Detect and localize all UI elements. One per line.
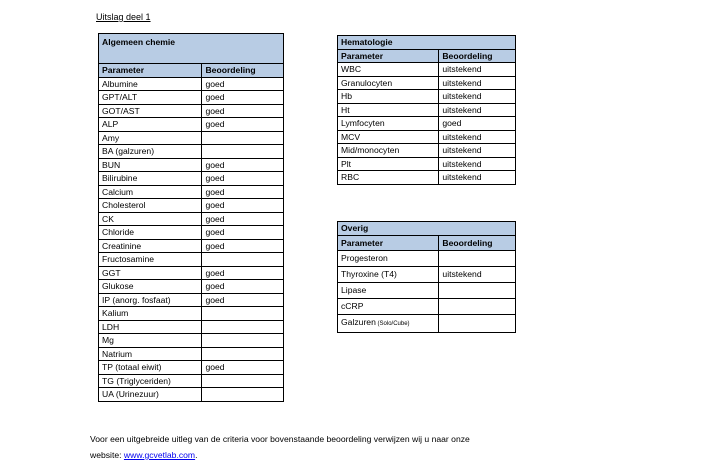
parameter-note: (Solo/Cube) bbox=[375, 321, 410, 327]
beoordeling-cell: uitstekend bbox=[439, 103, 516, 117]
parameter-cell: Bilirubine bbox=[99, 172, 202, 186]
beoordeling-cell: uitstekend bbox=[439, 63, 516, 77]
table-row bbox=[99, 266, 284, 280]
parameter-cell: Albumine bbox=[99, 77, 202, 91]
parameter-cell: BA (galzuren) bbox=[99, 145, 202, 159]
beoordeling-cell bbox=[202, 145, 284, 159]
footer-website-prefix: website: bbox=[90, 450, 124, 460]
hematologie-table bbox=[337, 35, 516, 185]
table-row bbox=[99, 91, 284, 105]
table-row bbox=[99, 388, 284, 402]
parameter-cell: BUN bbox=[99, 158, 202, 172]
table-row bbox=[99, 145, 284, 159]
table-row bbox=[338, 171, 516, 185]
beoordeling-cell: uitstekend bbox=[439, 157, 516, 171]
table-row bbox=[338, 117, 516, 131]
chemie-body bbox=[99, 34, 284, 402]
beoordeling-cell bbox=[202, 388, 284, 402]
hema-col-parameter: Parameter bbox=[338, 49, 439, 63]
parameter-cell: GGT bbox=[99, 266, 202, 280]
parameter-cell: Granulocyten bbox=[338, 76, 439, 90]
table-row bbox=[99, 374, 284, 388]
footer-line-1: Voor een uitgebreide uitleg van de criteria voor bovenstaande beoordeling verwijzen wij u naar onze bbox=[90, 434, 470, 444]
parameter-cell: Creatinine bbox=[99, 239, 202, 253]
parameter-cell: Lymfocyten bbox=[338, 117, 439, 131]
table-row bbox=[99, 185, 284, 199]
parameter-cell: Fructosamine bbox=[99, 253, 202, 267]
beoordeling-cell: goed bbox=[202, 226, 284, 240]
table-row bbox=[99, 131, 284, 145]
parameter-cell: UA (Urinezuur) bbox=[99, 388, 202, 402]
beoordeling-cell: goed bbox=[202, 239, 284, 253]
table-row bbox=[338, 103, 516, 117]
table-row bbox=[338, 267, 516, 283]
parameter-cell: Ht bbox=[338, 103, 439, 117]
parameter-cell: Chloride bbox=[99, 226, 202, 240]
table-row bbox=[338, 130, 516, 144]
parameter-cell: TP (totaal eiwit) bbox=[99, 361, 202, 375]
parameter-cell: cCRP bbox=[338, 299, 439, 315]
table-row bbox=[99, 239, 284, 253]
overig-body bbox=[338, 222, 516, 333]
beoordeling-cell bbox=[439, 299, 516, 315]
parameter-cell: ALP bbox=[99, 118, 202, 132]
parameter-cell: Galzuren (Solo/Cube) bbox=[338, 315, 439, 333]
website-link[interactable]: www.gcvetlab.com bbox=[123, 450, 196, 460]
parameter-cell: MCV bbox=[338, 130, 439, 144]
overig-col-parameter: Parameter bbox=[338, 236, 439, 251]
table-row bbox=[338, 299, 516, 315]
parameter-cell: Progesteron bbox=[338, 251, 439, 267]
table-row bbox=[99, 212, 284, 226]
footer-note bbox=[90, 431, 570, 463]
chemie-col-parameter: Parameter bbox=[99, 64, 202, 78]
parameter-cell: Lipase bbox=[338, 283, 439, 299]
beoordeling-cell bbox=[439, 283, 516, 299]
algemeen-chemie-table bbox=[98, 33, 284, 402]
beoordeling-cell: goed bbox=[202, 212, 284, 226]
beoordeling-cell bbox=[202, 347, 284, 361]
table-row bbox=[99, 334, 284, 348]
parameter-cell: CK bbox=[99, 212, 202, 226]
beoordeling-cell: goed bbox=[202, 118, 284, 132]
parameter-cell: Thyroxine (T4) bbox=[338, 267, 439, 283]
parameter-cell: Mid/monocyten bbox=[338, 144, 439, 158]
table-row bbox=[99, 118, 284, 132]
parameter-cell: Plt bbox=[338, 157, 439, 171]
beoordeling-cell bbox=[202, 131, 284, 145]
parameter-cell: WBC bbox=[338, 63, 439, 77]
table-row bbox=[99, 172, 284, 186]
beoordeling-cell: goed bbox=[202, 361, 284, 375]
parameter-cell: Cholesterol bbox=[99, 199, 202, 213]
table-row bbox=[99, 226, 284, 240]
table-row bbox=[338, 283, 516, 299]
table-row bbox=[338, 315, 516, 333]
overig-table bbox=[337, 221, 516, 333]
table-row bbox=[99, 77, 284, 91]
table-row bbox=[338, 90, 516, 104]
beoordeling-cell bbox=[202, 307, 284, 321]
table-row bbox=[338, 63, 516, 77]
beoordeling-cell bbox=[439, 251, 516, 267]
overig-section-title: Overig bbox=[338, 222, 516, 236]
beoordeling-cell: goed bbox=[439, 117, 516, 131]
hema-body bbox=[338, 36, 516, 185]
beoordeling-cell: goed bbox=[202, 172, 284, 186]
parameter-cell: IP (anorg. fosfaat) bbox=[99, 293, 202, 307]
chemie-col-beoordeling: Beoordeling bbox=[202, 64, 284, 78]
parameter-cell: Kalium bbox=[99, 307, 202, 321]
table-row bbox=[99, 320, 284, 334]
beoordeling-cell: goed bbox=[202, 91, 284, 105]
parameter-cell: GPT/ALT bbox=[99, 91, 202, 105]
table-row bbox=[99, 280, 284, 294]
table-row bbox=[99, 104, 284, 118]
parameter-cell: LDH bbox=[99, 320, 202, 334]
table-row bbox=[338, 157, 516, 171]
table-row bbox=[99, 253, 284, 267]
hema-section-title: Hematologie bbox=[338, 36, 516, 50]
beoordeling-cell: uitstekend bbox=[439, 144, 516, 158]
table-row bbox=[338, 76, 516, 90]
parameter-cell: Calcium bbox=[99, 185, 202, 199]
table-row bbox=[99, 199, 284, 213]
beoordeling-cell: uitstekend bbox=[439, 76, 516, 90]
table-row bbox=[99, 307, 284, 321]
parameter-cell: Natrium bbox=[99, 347, 202, 361]
beoordeling-cell: goed bbox=[202, 293, 284, 307]
beoordeling-cell: uitstekend bbox=[439, 267, 516, 283]
beoordeling-cell bbox=[202, 320, 284, 334]
beoordeling-cell: goed bbox=[202, 199, 284, 213]
parameter-cell: Amy bbox=[99, 131, 202, 145]
beoordeling-cell: uitstekend bbox=[439, 171, 516, 185]
footer-line-2 bbox=[90, 447, 570, 463]
beoordeling-cell: goed bbox=[202, 104, 284, 118]
parameter-cell: RBC bbox=[338, 171, 439, 185]
beoordeling-cell: goed bbox=[202, 280, 284, 294]
table-row bbox=[99, 158, 284, 172]
parameter-cell: GOT/AST bbox=[99, 104, 202, 118]
beoordeling-cell bbox=[439, 315, 516, 333]
beoordeling-cell: uitstekend bbox=[439, 90, 516, 104]
hema-col-beoordeling: Beoordeling bbox=[439, 49, 516, 63]
parameter-cell: Glukose bbox=[99, 280, 202, 294]
footer-suffix: . bbox=[195, 450, 198, 460]
beoordeling-cell bbox=[202, 334, 284, 348]
beoordeling-cell bbox=[202, 253, 284, 267]
beoordeling-cell bbox=[202, 374, 284, 388]
beoordeling-cell: goed bbox=[202, 158, 284, 172]
table-row bbox=[99, 347, 284, 361]
table-row bbox=[338, 144, 516, 158]
beoordeling-cell: goed bbox=[202, 185, 284, 199]
table-row bbox=[99, 361, 284, 375]
parameter-cell: Mg bbox=[99, 334, 202, 348]
chemie-section-title: Algemeen chemie bbox=[99, 34, 284, 64]
table-row bbox=[99, 293, 284, 307]
parameter-cell: Hb bbox=[338, 90, 439, 104]
beoordeling-cell: goed bbox=[202, 266, 284, 280]
parameter-cell: TG (Triglyceriden) bbox=[99, 374, 202, 388]
document-title: Uitslag deel 1 bbox=[96, 12, 151, 22]
overig-col-beoordeling: Beoordeling bbox=[439, 236, 516, 251]
beoordeling-cell: uitstekend bbox=[439, 130, 516, 144]
beoordeling-cell: goed bbox=[202, 77, 284, 91]
table-row bbox=[338, 251, 516, 267]
